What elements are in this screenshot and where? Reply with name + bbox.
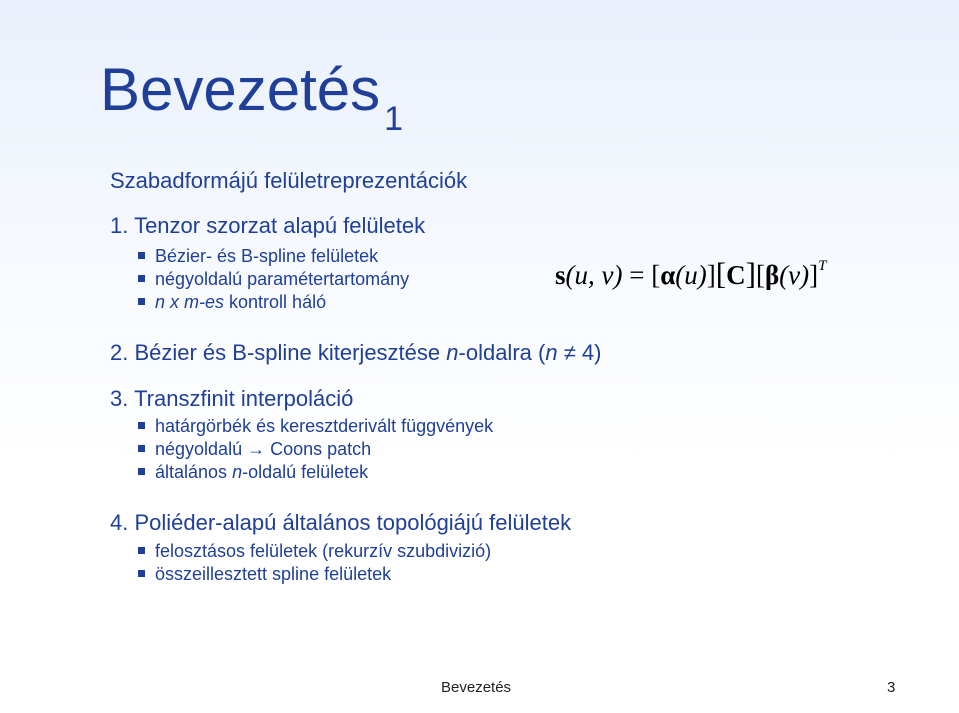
section-3-heading: 3. Transzfinit interpoláció (110, 386, 354, 411)
list-item: összeillesztett spline felületek (155, 563, 491, 586)
list-item: négyoldalú → Coons patch (155, 438, 493, 461)
bullet-square-icon (138, 570, 145, 577)
list-item: Bézier- és B-spline felületek (155, 245, 409, 268)
footer-title: Bevezetés (441, 679, 512, 696)
slide-title-subscript: 1 (384, 100, 404, 138)
list-item: felosztásos felületek (rekurzív szubdivizió) (155, 540, 491, 563)
section-1-list (155, 245, 409, 314)
section-1-heading: 1. Tenzor szorzat alapú felületek (110, 213, 426, 238)
bullet-square-icon (138, 275, 145, 282)
list-item: n x m-es kontroll háló (155, 291, 409, 314)
list-item: általános n-oldalú felületek (155, 461, 493, 484)
bullet-square-icon (138, 252, 145, 259)
bullet-square-icon (138, 422, 145, 429)
section-4-list (155, 540, 491, 586)
list-item: határgörbék és keresztderivált függvények (155, 415, 493, 438)
bullet-square-icon (138, 547, 145, 554)
arrow-right-icon: → (247, 439, 266, 459)
bullet-square-icon (138, 445, 145, 452)
slide-subtitle: Szabadformájú felületreprezentációk (110, 168, 468, 193)
bullet-square-icon (138, 298, 145, 305)
bullet-square-icon (138, 468, 145, 475)
section-4-heading: 4. Poliéder-alapú általános topológiájú felületek (110, 510, 572, 535)
surface-formula: s(u, $v) = [\alpha(u)][C][\beta(v)]^T$ (555, 256, 827, 291)
section-3-list (155, 415, 493, 484)
section-2-heading: 2. Bézier és B-spline kiterjesztése n-oldalra (n ≠ 4) (110, 340, 602, 365)
slide-title-text: Bevezetés (100, 56, 381, 123)
list-item: négyoldalú paramétertartomány (155, 268, 409, 291)
slide-title (100, 56, 404, 138)
page-number: 3 (887, 679, 896, 696)
